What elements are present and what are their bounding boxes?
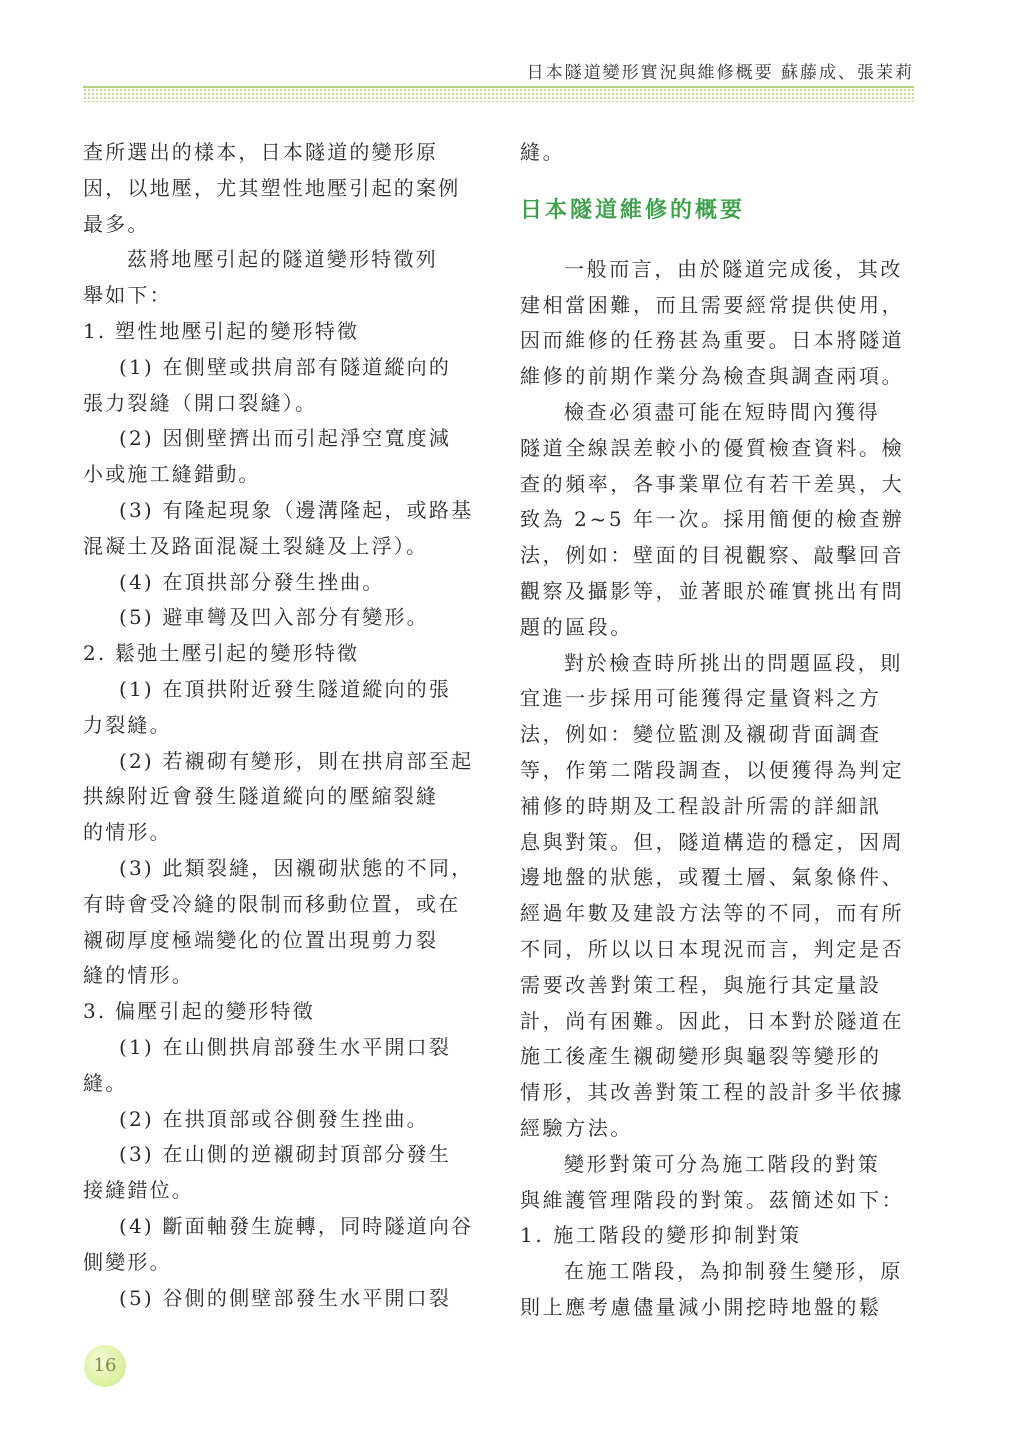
text-line: 張力裂縫（開口裂縫）。	[83, 390, 318, 415]
text-line: 縫的情形。	[83, 963, 194, 988]
text-line: (2) 因側壁擠出而引起淨空寬度減	[119, 426, 452, 451]
text-line: 1. 塑性地壓引起的變形特徵	[83, 318, 360, 343]
text-line: 查所選出的樣本，日本隧道的變形原	[83, 140, 439, 164]
text-line: 襯砌厚度極端變化的位置出現剪力裂	[83, 927, 439, 952]
text-line: 息與對策。但，隧道構造的穩定，因周	[520, 829, 905, 854]
text-line: 計，尚有困難。因此，日本對於隧道在	[520, 1008, 905, 1033]
page-number: 16	[84, 1345, 126, 1387]
header-divider	[83, 86, 914, 102]
text-line: 一般而言，由於隧道完成後，其改	[564, 256, 903, 281]
text-line: 在施工階段，為抑制發生變形，原	[564, 1259, 903, 1284]
text-line: 縫。	[520, 140, 566, 164]
text-line: (2) 在拱頂部或谷側發生挫曲。	[119, 1106, 429, 1131]
right-column	[520, 135, 912, 1326]
text-line: (5) 谷側的側壁部發生水平開口裂	[119, 1285, 452, 1310]
text-line: (1) 在山側拱肩部發生水平開口裂	[119, 1034, 452, 1059]
text-line: 舉如下：	[83, 283, 172, 308]
text-line: 等，作第二階段調查，以便獲得為判定	[520, 757, 905, 782]
text-line: 縫。	[83, 1070, 128, 1095]
text-line: 因而維修的任務甚為重要。日本將隧道	[520, 328, 905, 353]
text-line: 對於檢查時所挑出的問題區段，則	[564, 650, 903, 675]
text-line: 的情形。	[83, 820, 172, 845]
text-line: 3. 偏壓引起的變形特徵	[83, 999, 315, 1024]
text-line: 查的頻率，各事業單位有若干差異，大	[520, 471, 905, 496]
text-line: 則上應考慮儘量減小開挖時地盤的鬆	[520, 1294, 882, 1319]
text-line: (4) 斷面軸發生旋轉，同時隧道向谷	[119, 1213, 474, 1238]
text-line: 檢查必須盡可能在短時間內獲得	[564, 399, 881, 424]
text-line: 宜進一步採用可能獲得定量資料之方	[520, 686, 882, 711]
text-line: 法，例如：變位監測及襯砌背面調查	[520, 722, 882, 747]
text-line: 1. 施工階段的變形抑制對策	[520, 1223, 802, 1248]
text-line: (1) 在側壁或拱肩部有隧道縱向的	[119, 354, 452, 379]
text-line: 觀察及攝影等，並著眼於確實挑出有問	[520, 578, 905, 603]
text-line: 側變形。	[83, 1249, 172, 1274]
text-line: 因，以地壓，尤其塑性地壓引起的案例	[83, 175, 461, 200]
text-line: 經驗方法。	[520, 1115, 633, 1140]
text-line: 茲將地壓引起的隧道變形特徵列	[127, 247, 438, 272]
text-line: 不同，所以以日本現況而言，判定是否	[520, 936, 905, 961]
text-line: 混凝土及路面混凝土裂縫及上浮）。	[83, 533, 429, 558]
text-line: 小或施工縫錯動。	[83, 462, 261, 487]
text-line: (2) 若襯砌有變形，則在拱肩部至起	[119, 748, 474, 773]
text-line: 法，例如：壁面的目視觀察、敲擊回音	[520, 543, 905, 568]
left-column	[83, 135, 475, 1316]
text-line: 拱線附近會發生隧道縱向的壓縮裂縫	[83, 784, 439, 809]
text-line: (4) 在頂拱部分發生挫曲。	[119, 569, 385, 594]
section-heading: 日本隧道維修的概要	[520, 197, 746, 223]
text-line: 與維護管理階段的對策。茲簡述如下：	[520, 1187, 905, 1212]
text-line: 變形對策可分為施工階段的對策	[564, 1151, 881, 1176]
text-line: 建相當困難，而且需要經常提供使用，	[520, 292, 905, 317]
text-line: 維修的前期作業分為檢查與調查兩項。	[520, 364, 905, 389]
text-line: 隧道全線誤差較小的優質檢查資料。檢	[520, 435, 905, 460]
text-line: 補修的時期及工程設計所需的詳細訊	[520, 793, 882, 818]
text-line: 2. 鬆弛土壓引起的變形特徵	[83, 641, 360, 666]
text-line: 施工後產生襯砌變形與龜裂等變形的	[520, 1044, 882, 1069]
text-line: 情形，其改善對策工程的設計多半依據	[520, 1080, 905, 1105]
text-line: (3) 此類裂縫，因襯砌狀態的不同，	[119, 855, 474, 880]
text-line: (3) 在山側的逆襯砌封頂部分發生	[119, 1142, 452, 1167]
running-header-title: 日本隧道變形實況與維修概要 蘇藤成、張茉莉	[526, 63, 914, 83]
text-line: (5) 避車彎及凹入部分有變形。	[119, 605, 429, 630]
text-line: 邊地盤的狀態，或覆土層、氣象條件、	[520, 865, 905, 890]
text-line: 致為 2~5 年一次。採用簡便的檢查辦	[520, 507, 905, 532]
text-line: 有時會受冷縫的限制而移動位置，或在	[83, 891, 461, 916]
text-line: 力裂縫。	[83, 712, 172, 737]
text-line: (1) 在頂拱附近發生隧道縱向的張	[119, 676, 452, 701]
text-line: 接縫錯位。	[83, 1178, 194, 1203]
text-line: 經過年數及建設方法等的不同，而有所	[520, 901, 905, 926]
text-line: (3) 有隆起現象（邊溝隆起，或路基	[119, 497, 474, 522]
text-line: 最多。	[83, 211, 150, 236]
text-line: 題的區段。	[520, 614, 633, 639]
text-line: 需要改善對策工程，與施行其定量設	[520, 972, 882, 997]
